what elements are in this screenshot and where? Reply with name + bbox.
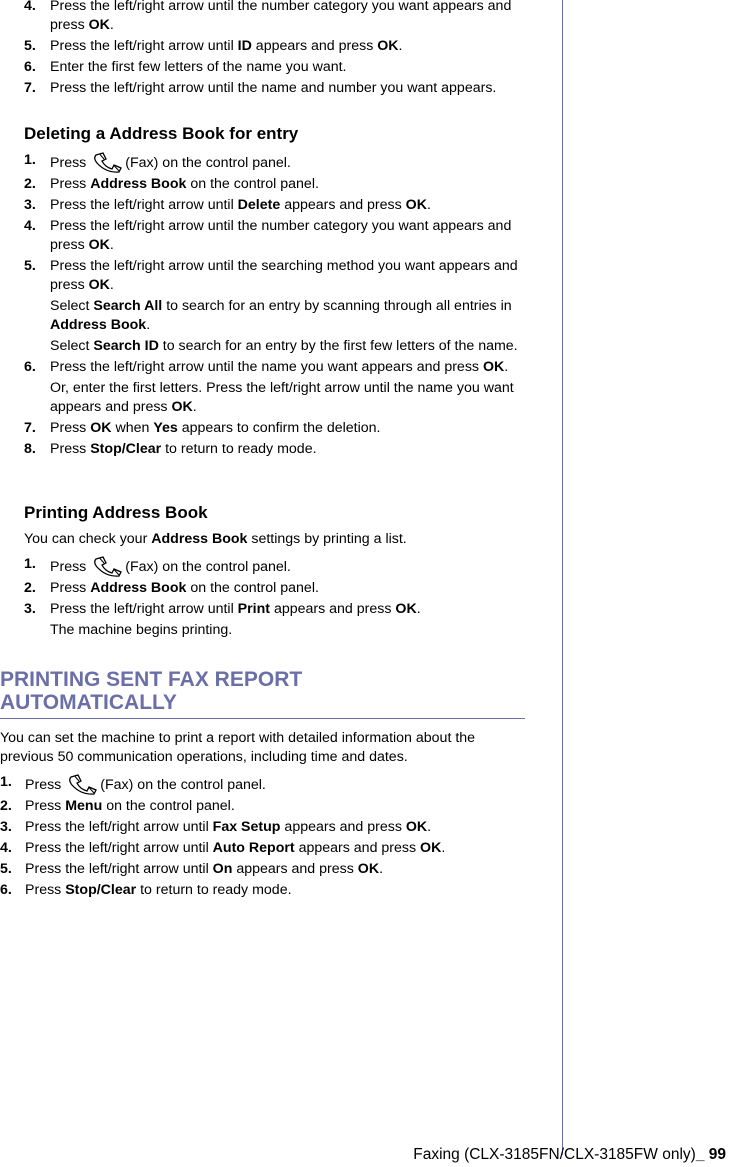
list-item: 1. Press (Fax) on the control panel. [24, 152, 291, 171]
fax-handset-icon [90, 555, 124, 577]
continued-steps [0, 0, 525, 100]
step-note: Select Search All to search for an entry by scanning through all entries in Address Book. [50, 298, 512, 333]
page-footer: Faxing (CLX-3185FN/CLX-3185FW only)_ 99 [413, 1146, 726, 1163]
sent-fax-report-section [0, 729, 525, 902]
print-address-book-section [0, 493, 525, 642]
fax-handset-icon [65, 773, 99, 795]
step-note: Select Search ID to search for an entry by the first few letters of the name. [50, 338, 518, 354]
list-item: 3. Press the left/right arrow until Fax Setup appears and press OK. [0, 819, 432, 835]
section-intro: You can check your Address Book settings by printing a list. [24, 531, 407, 547]
list-item: 7. Press OK when Yes appears to confirm the deletion. [24, 420, 381, 436]
list-item: 8. Press Stop/Clear to return to ready mode. [24, 441, 317, 457]
section-heading: Deleting a Address Book for entry [24, 124, 299, 143]
list-item: 6. Press the left/right arrow until the name you want appears and press OK. [24, 359, 509, 375]
list-item: 5. Press the left/right arrow until ID appears and press OK. [24, 38, 403, 54]
step-note: Or, enter the first letters. Press the left/right arrow until the name you want appears and press OK. [50, 380, 514, 415]
list-item: 2. Press Menu on the control panel. [0, 798, 235, 814]
list-item: 4. Press the left/right arrow until Auto Report appears and press OK. [0, 840, 446, 856]
list-item: 4. Press the left/right arrow until the number category you want appears and press OK. [24, 0, 512, 33]
list-item: 5. Press the left/right arrow until the searching method you want appears and press OK. [24, 258, 518, 293]
list-item: 3. Press the left/right arrow until Delete appears and press OK. [24, 197, 431, 213]
step-note: The machine begins printing. [50, 622, 233, 638]
list-item: 4. Press the left/right arrow until the number category you want appears and press OK. [24, 218, 512, 253]
page-number: 99 [708, 1146, 726, 1163]
delete-entry-section [0, 114, 525, 461]
chapter-heading: PRINTING SENT FAX REPORT AUTOMATICALLY [0, 668, 525, 719]
fax-handset-icon [90, 151, 124, 173]
list-item: 7. Press the left/right arrow until the name and number you want appears. [24, 80, 497, 96]
list-item: 6. Press Stop/Clear to return to ready mode. [0, 882, 292, 898]
list-item: 2. Press Address Book on the control panel. [24, 176, 319, 192]
margin-rule [562, 0, 563, 1155]
list-item: 5. Press the left/right arrow until On appears and press OK. [0, 861, 384, 877]
list-item: 1. Press (Fax) on the control panel. [24, 556, 291, 575]
list-item: 3. Press the left/right arrow until Print appears and press OK. [24, 601, 421, 617]
section-intro: You can set the machine to print a report with detailed information about the previous 50 communication operations, including time and dates. [0, 730, 476, 765]
list-item: 2. Press Address Book on the control panel. [24, 580, 319, 596]
section-heading: Printing Address Book [24, 503, 208, 522]
list-item: 6. Enter the first few letters of the name you want. [24, 59, 347, 75]
list-item: 1. Press (Fax) on the control panel. [0, 774, 266, 793]
